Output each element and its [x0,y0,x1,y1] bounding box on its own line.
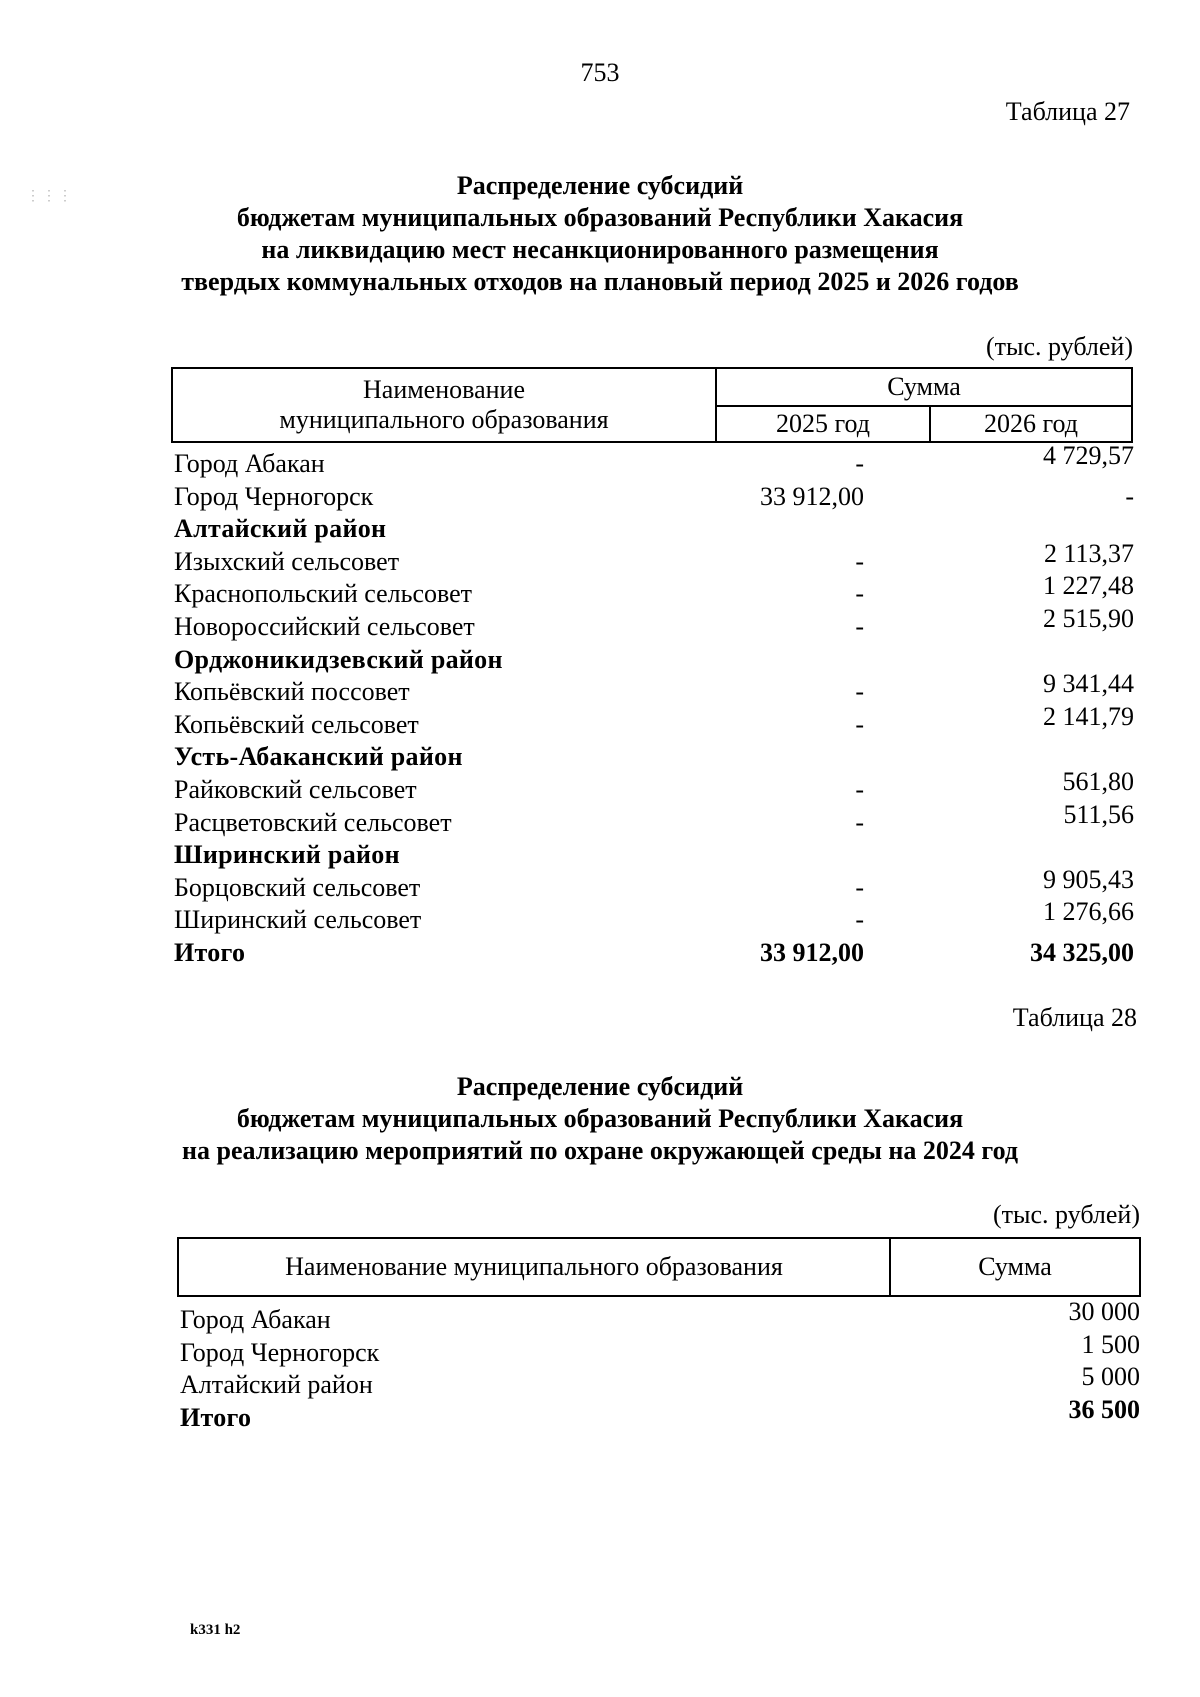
row-name: Усть-Абаканский район [174,742,463,772]
row-name: Расцветовский сельсовет [174,807,452,837]
row-value-2026: 1 227,48 [1043,571,1134,601]
table27-title-line-3: на ликвидацию мест несанкционированного размещения [261,235,939,264]
row-name: Копьёвский сельсовет [174,709,419,739]
table-row [180,1362,1140,1402]
table-row [180,1297,1140,1337]
page-number: 753 [580,58,620,87]
table27-header-name-cell [172,368,716,442]
row-value-2025: - [855,677,864,707]
row-name: Краснопольский сельсовет [174,579,473,609]
row-name: Ширинский район [174,840,400,870]
table-row [174,441,1134,481]
row-value-2026: 561,80 [1062,766,1134,796]
table28-title-line-3: на реализацию мероприятий по охране окружающей среды на 2024 год [182,1136,1018,1165]
table-row [174,799,1134,840]
table27-header-name-line2: муниципального образования [279,405,609,434]
table-row [174,839,1134,872]
table-row [174,741,1134,774]
row-value-2026: 2 113,37 [1043,538,1134,568]
row-value-2026: 511,56 [1063,799,1134,829]
table27-title-line-2: бюджетам муниципальных образований Республики Хакасия [236,203,964,232]
row-name: Город Абакан [180,1305,331,1334]
row-value-2025: - [855,905,864,935]
row-name: Орджоникидзевский район [174,644,503,674]
row-sum: 1 500 [1081,1329,1140,1359]
table-row [174,937,1134,970]
row-value-2025: - [855,546,864,576]
table28-title [150,1071,1050,1167]
row-value-2025: - [855,579,864,609]
table27-header-sum: Сумма [716,368,1132,406]
table28-header [177,1237,1141,1297]
table27-title-line-4: твердых коммунальных отходов на плановый период 2025 и 2026 годов [181,267,1019,296]
table27-header-name-line1: Наименование [363,375,525,404]
row-name: Борцовский сельсовет [174,872,421,902]
row-value-2025: - [855,449,864,478]
table-row [180,1394,1140,1435]
row-value-2025: - [855,807,864,837]
row-sum: 36 500 [1068,1394,1140,1424]
table27-title [150,170,1050,298]
table-row [174,644,1134,677]
row-sum: 30 000 [1068,1297,1140,1326]
table28-title-line-2: бюджетам муниципальных образований Республики Хакасия [236,1104,964,1133]
table28-header-name: Наименование муниципального образования [178,1238,890,1296]
table-row [174,766,1134,807]
row-name: Райковский сельсовет [174,774,417,804]
table28-body [180,1297,1140,1434]
row-name: Копьёвский поссовет [174,677,410,707]
row-name: Итого [174,937,246,967]
row-value-2026: 9 341,44 [1043,669,1134,699]
row-value-2026: 9 905,43 [1043,864,1134,894]
row-value-2025: 33 912,00 [760,937,864,967]
row-name: Итого [180,1402,252,1432]
row-name: Город Абакан [174,449,325,478]
row-name: Город Черногорск [180,1337,380,1367]
row-name: Алтайский район [174,514,387,544]
table27-units: (тыс. рублей) [985,332,1133,361]
row-value-2025: - [855,611,864,641]
table27-header [171,367,1133,443]
row-name: Город Черногорск [174,481,374,511]
row-value-2026: 2 141,79 [1043,701,1134,731]
table27-header-year-2025: 2025 год [716,406,930,442]
row-name: Новороссийский сельсовет [174,611,475,641]
row-name: Ширинский сельсовет [174,905,422,935]
table27-header-year-2026: 2026 год [930,406,1132,442]
row-value-2026: 1 276,66 [1043,897,1134,927]
table-row [174,571,1134,611]
table28-title-line-1: Распределение субсидий [456,1072,744,1101]
table-row [174,603,1134,644]
table27-label: Таблица 27 [1005,97,1130,126]
table27-body [174,441,1134,970]
row-value-2025: - [855,774,864,804]
table-row [174,897,1134,937]
row-name: Алтайский район [180,1370,373,1400]
table-row [174,538,1134,579]
table28-header-sum: Сумма [890,1238,1140,1296]
table-row [174,481,1134,514]
row-value-2026: 34 325,00 [1030,937,1134,967]
row-value-2026: 2 515,90 [1043,603,1134,633]
row-value-2026: 4 729,57 [1043,441,1134,470]
table27-title-line-1: Распределение субсидий [456,171,744,200]
table-row [174,701,1134,742]
table-row [180,1329,1140,1370]
table28-units: (тыс. рублей) [992,1200,1140,1229]
footer-code: k331 h2 [190,1622,241,1638]
table-row [174,513,1134,546]
row-value-2025: 33 912,00 [760,481,864,511]
row-value-2025: - [855,709,864,739]
row-sum: 5 000 [1081,1362,1140,1392]
table-row [174,669,1134,709]
table-row [174,864,1134,905]
margin-marks: ⋮⋮⋮ [26,189,74,204]
row-value-2026: - [1125,481,1134,511]
table28-label: Таблица 28 [1012,1003,1137,1032]
row-name: Изыхский сельсовет [174,546,400,576]
row-value-2025: - [855,872,864,902]
